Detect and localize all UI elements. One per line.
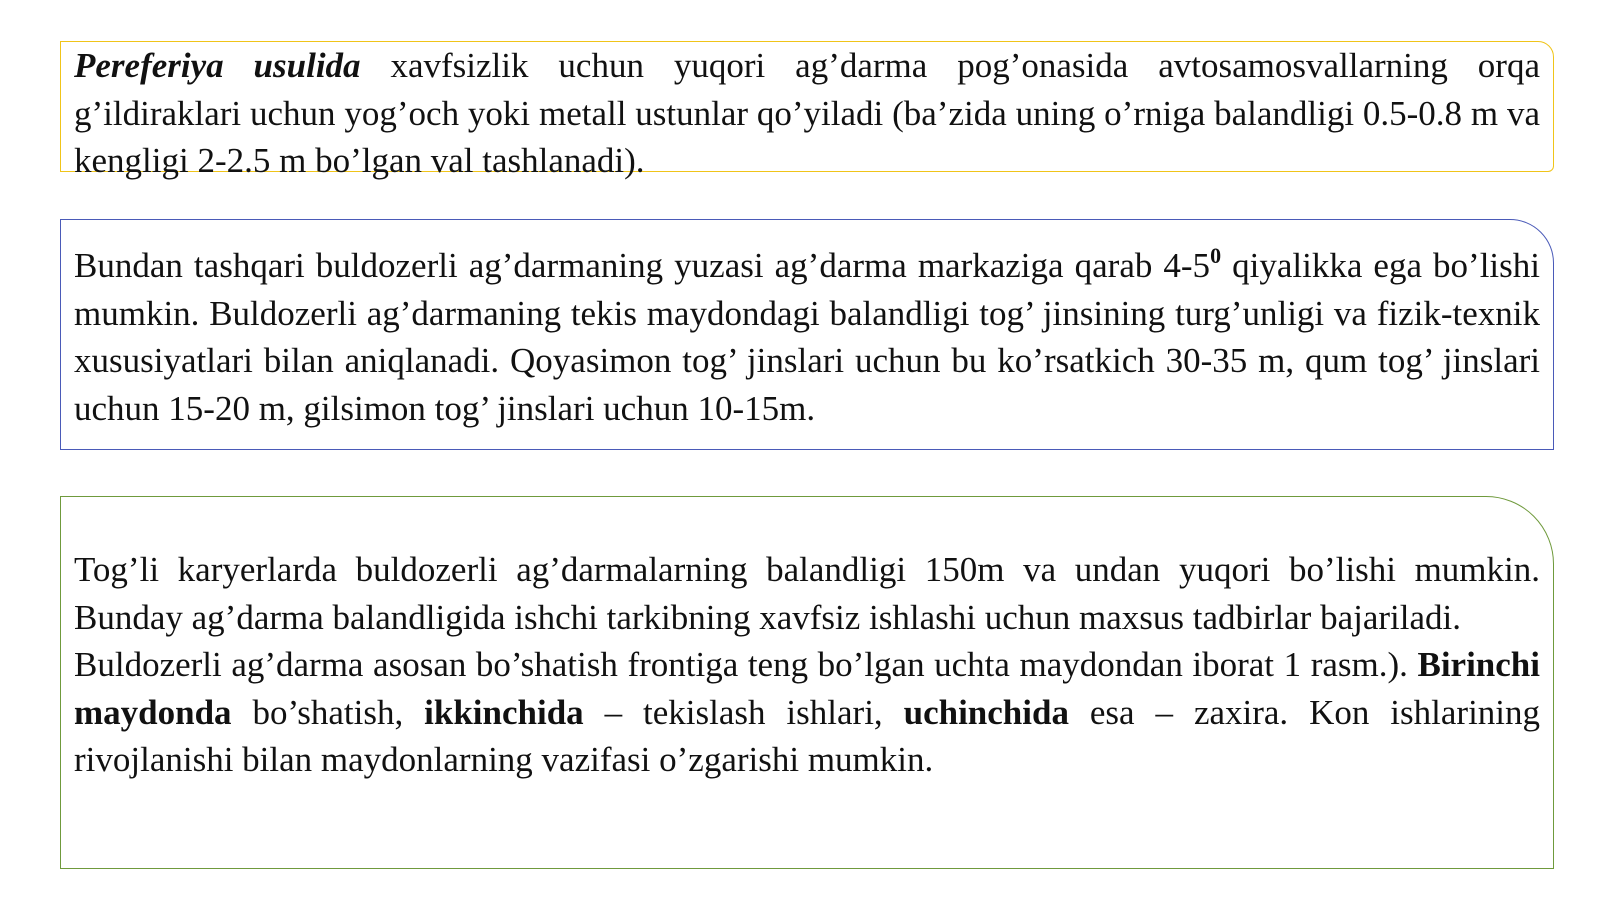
periphery-method-text: xavfsizlik uchun yuqori ag’darma pog’onasida avtosamosvallarning orqa g’ildiraklari uchun yog’och yoki metall ustunlar qo’yiladi (ba’zida uning o’rniga balandligi 0.5-0.8 m va kengligi 2-2.5 m bo’lgan val tashlanadi). xyxy=(74,46,1540,180)
mountain-quarries-paragraph xyxy=(74,546,1540,784)
mountain-quarries-para2-c: – tekislash ishlari, xyxy=(583,692,904,732)
second-site-bold: ikkinchida xyxy=(424,692,584,732)
degree-superscript: 0 xyxy=(1210,243,1222,268)
bulldozer-slope-paragraph xyxy=(74,242,1540,432)
bulldozer-slope-text-b: qiyalikka ega bo’lishi mumkin. Buldozerli ag’darmaning tekis maydondagi balandligi tog’ jinsining turg’unligi va fizik-texnik xususiyatlari bilan aniqlanadi. Qoyasimon tog’ jinslari uchun bu ko’rsatkich 30-35 m, qum tog’ jinslari uchun 15-20 m, gilsimon tog’ jinslari uchun 10-15m. xyxy=(74,246,1540,428)
text-box-periphery-method xyxy=(60,41,1554,180)
mountain-quarries-para1: Tog’li karyerlarda buldozerli ag’darmalarning balandligi 150m va undan yuqori bo’lishi mumkin. Bunday ag’darma balandligida ishchi tarkibning xavfsiz ishlashi uchun maxsus tadbirlar bajariladi. xyxy=(74,550,1540,637)
bulldozer-slope-text-a: Bundan tashqari buldozerli ag’darmaning yuzasi ag’darma markaziga qarab 4-5 xyxy=(74,246,1211,285)
mountain-quarries-para2-d: esa – zaxira. Kon ishlarining rivojlanishi bilan maydonlarning vazifasi o’zgarishi mumkin. xyxy=(74,692,1541,779)
periphery-method-lead: Pereferiya usulida xyxy=(74,46,361,85)
periphery-method-paragraph xyxy=(74,42,1540,185)
text-box-bulldozer-slope xyxy=(60,219,1554,450)
first-site-bold: Birinchi maydonda xyxy=(74,645,1540,732)
third-site-bold: uchinchida xyxy=(903,692,1069,732)
mountain-quarries-para2-a: Buldozerli ag’darma asosan bo’shatish frontiga teng bo’lgan uchta maydondan iborat 1 rasm.). xyxy=(74,645,1418,684)
mountain-quarries-para2-b: bo’shatish, xyxy=(231,692,425,732)
text-box-mountain-quarries xyxy=(60,496,1554,869)
